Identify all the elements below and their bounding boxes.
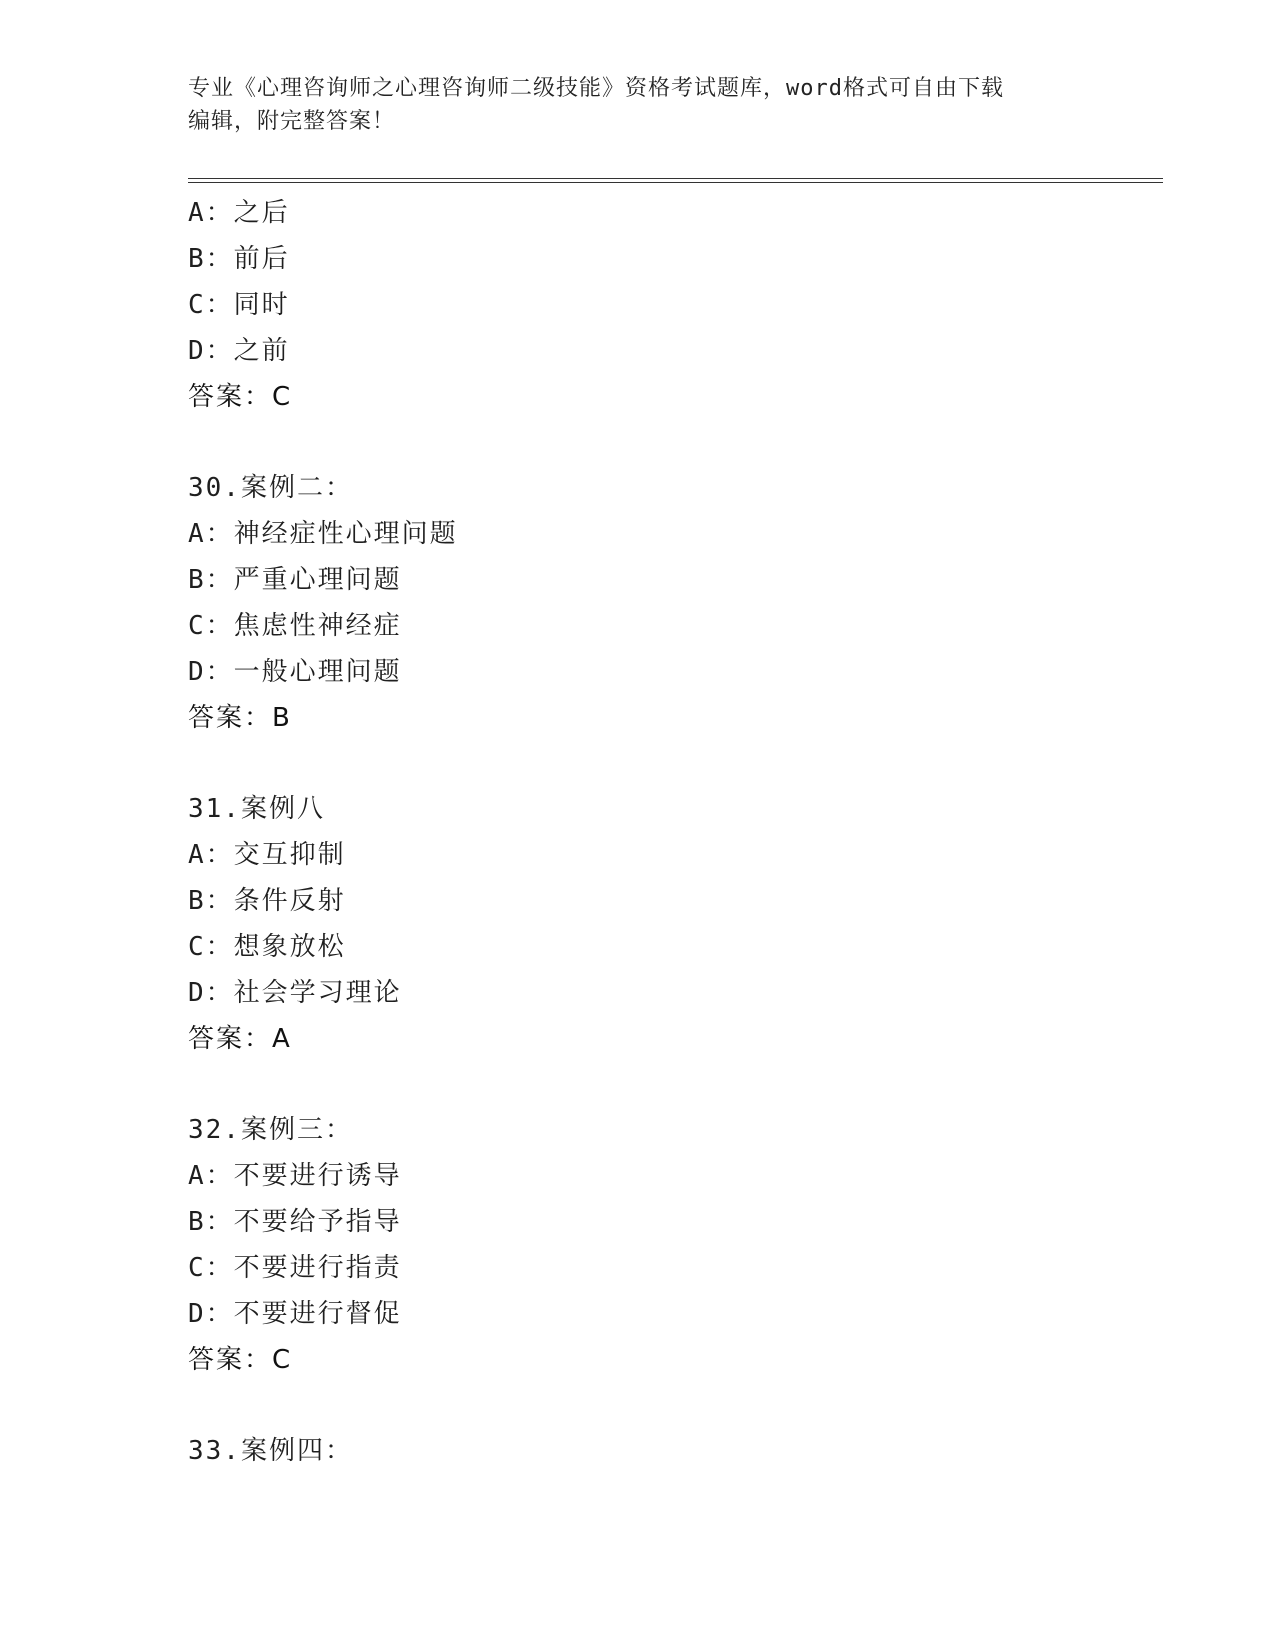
header-divider: [188, 178, 1163, 183]
question-list: [188, 190, 1163, 1474]
question-block-33: [188, 1428, 1163, 1474]
option-c: C：不要进行指责: [188, 1253, 402, 1283]
header-line-2: 编辑，附完整答案！: [188, 109, 396, 134]
question-title: 32.案例三：: [188, 1115, 353, 1145]
option-b: B：严重心理问题: [188, 565, 402, 595]
option-c: C：焦虑性神经症: [188, 611, 402, 641]
header-line-1: 专业《心理咨询师之心理咨询师二级技能》资格考试题库，word格式可自由下载: [188, 76, 1004, 101]
option-d: D：一般心理问题: [188, 657, 402, 687]
spacer: [188, 741, 1163, 786]
option-d: D：不要进行督促: [188, 1299, 402, 1329]
option-a: A：不要进行诱导: [188, 1161, 402, 1191]
option-b: B：不要给予指导: [188, 1207, 402, 1237]
option-a: A：之后: [188, 198, 290, 228]
question-title: 33.案例四：: [188, 1436, 353, 1466]
option-b: B：前后: [188, 244, 290, 274]
question-title: 30.案例二：: [188, 473, 353, 503]
option-c: C：想象放松: [188, 932, 346, 962]
answer-line: 答案：B: [188, 703, 292, 733]
answer-line: 答案：C: [188, 382, 293, 412]
option-d: D：之前: [188, 336, 290, 366]
document-header: [188, 72, 1088, 138]
question-title: 31.案例八: [188, 794, 325, 824]
question-block-29: [188, 190, 1163, 420]
question-block-30: [188, 465, 1163, 741]
option-a: A：交互抑制: [188, 840, 346, 870]
option-d: D：社会学习理论: [188, 978, 402, 1008]
option-b: B：条件反射: [188, 886, 346, 916]
spacer: [188, 1383, 1163, 1428]
option-c: C：同时: [188, 290, 290, 320]
answer-line: 答案：A: [188, 1024, 292, 1054]
answer-line: 答案：C: [188, 1345, 293, 1375]
spacer: [188, 420, 1163, 465]
spacer: [188, 1062, 1163, 1107]
question-block-31: [188, 786, 1163, 1062]
option-a: A：神经症性心理问题: [188, 519, 458, 549]
question-block-32: [188, 1107, 1163, 1383]
